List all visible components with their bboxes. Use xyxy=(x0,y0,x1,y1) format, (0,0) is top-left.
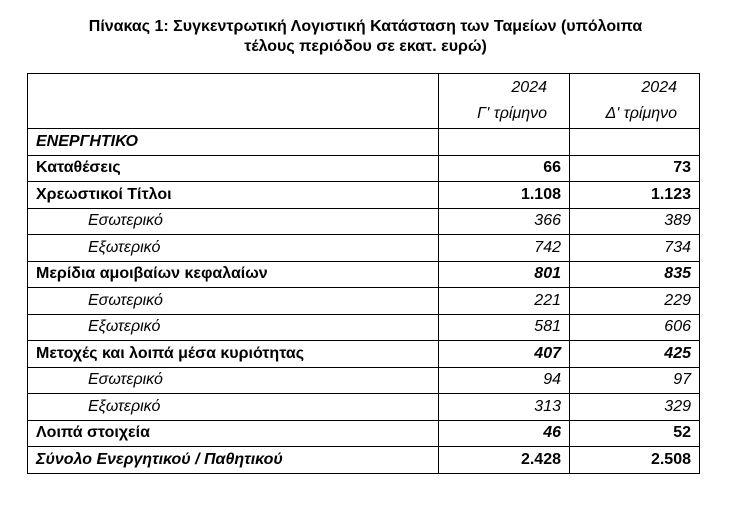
row-value-q4: 389 xyxy=(570,208,700,235)
row-label: Εσωτερικό xyxy=(28,288,439,315)
row-label: Λοιπά στοιχεία xyxy=(28,420,439,447)
row-value-q4 xyxy=(570,129,700,156)
table-row-fund-shares xyxy=(28,261,700,288)
table-row-equity-foreign xyxy=(28,394,700,421)
title-line-2: τέλους περιόδου σε εκατ. ευρώ) xyxy=(244,38,487,55)
row-value-q4: 835 xyxy=(570,261,700,288)
row-value-q4: 2.508 xyxy=(570,447,700,474)
header-label-cell xyxy=(28,74,439,129)
row-value-q4: 329 xyxy=(570,394,700,421)
row-label: Χρεωστικοί Τίτλοι xyxy=(28,182,439,209)
table-row-other-items xyxy=(28,420,700,447)
table-row-total xyxy=(28,447,700,474)
table-row-debt-securities xyxy=(28,182,700,209)
table-row-debt-domestic xyxy=(28,208,700,235)
header-q3-cell xyxy=(439,74,570,129)
row-value-q3 xyxy=(439,129,570,156)
row-value-q3: 313 xyxy=(439,394,570,421)
row-value-q3: 1.108 xyxy=(439,182,570,209)
row-value-q3: 366 xyxy=(439,208,570,235)
row-value-q3: 46 xyxy=(439,420,570,447)
row-value-q3: 2.428 xyxy=(439,447,570,474)
row-value-q3: 801 xyxy=(439,261,570,288)
table-row-equity xyxy=(28,341,700,368)
row-label: Μετοχές και λοιπά μέσα κυριότητας xyxy=(28,341,439,368)
row-label: Εσωτερικό xyxy=(28,208,439,235)
table-row-equity-domestic xyxy=(28,367,700,394)
row-value-q4: 52 xyxy=(570,420,700,447)
header-q4-quarter: Δ' τρίμηνο xyxy=(605,105,677,122)
row-value-q4: 425 xyxy=(570,341,700,368)
row-value-q3: 742 xyxy=(439,235,570,262)
row-value-q4: 1.123 xyxy=(570,182,700,209)
header-q3-quarter: Γ' τρίμηνο xyxy=(477,105,547,122)
table-row-deposits xyxy=(28,155,700,182)
row-value-q4: 606 xyxy=(570,314,700,341)
row-label: Εξωτερικό xyxy=(28,235,439,262)
row-value-q3: 407 xyxy=(439,341,570,368)
row-label: ΕΝΕΡΓΗΤΙΚΟ xyxy=(28,129,439,156)
table-title xyxy=(0,17,731,57)
row-value-q4: 229 xyxy=(570,288,700,315)
header-row xyxy=(28,74,700,129)
table-row-debt-foreign xyxy=(28,235,700,262)
table-row-assets-heading xyxy=(28,129,700,156)
row-value-q3: 66 xyxy=(439,155,570,182)
row-label: Καταθέσεις xyxy=(28,155,439,182)
row-value-q3: 94 xyxy=(439,367,570,394)
row-label: Εσωτερικό xyxy=(28,367,439,394)
table-row-fund-domestic xyxy=(28,288,700,315)
row-label: Σύνολο Ενεργητικού / Παθητικού xyxy=(28,447,439,474)
table-row-fund-foreign xyxy=(28,314,700,341)
header-q4-year: 2024 xyxy=(641,79,677,96)
row-value-q3: 581 xyxy=(439,314,570,341)
title-line-1: Πίνακας 1: Συγκεντρωτική Λογιστική Κατάσταση των Ταμείων (υπόλοιπα xyxy=(88,18,643,35)
row-label: Μερίδια αμοιβαίων κεφαλαίων xyxy=(28,261,439,288)
header-q3-year: 2024 xyxy=(511,79,547,96)
header-q4-cell xyxy=(570,74,700,129)
row-value-q3: 221 xyxy=(439,288,570,315)
funds-balance-table xyxy=(27,73,700,474)
row-label: Εξωτερικό xyxy=(28,314,439,341)
row-value-q4: 73 xyxy=(570,155,700,182)
row-value-q4: 734 xyxy=(570,235,700,262)
row-value-q4: 97 xyxy=(570,367,700,394)
row-label: Εξωτερικό xyxy=(28,394,439,421)
